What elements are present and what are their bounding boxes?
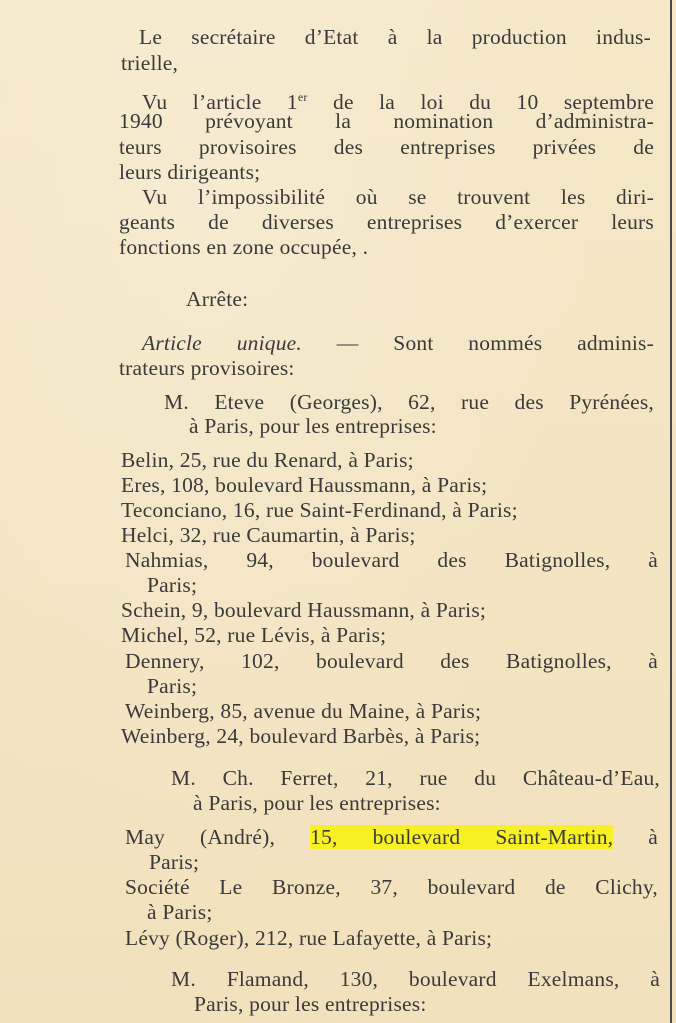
enterprise-entry [125,824,658,850]
column-rule [670,0,672,1023]
administrator-line: M. Eteve (Georges), 62, rue des Pyrénées, [164,390,654,414]
intro-line: teurs provisoires des entreprises privées de [119,135,654,159]
enterprise-entry: Helci, 32, rue Caumartin, à Paris; [121,523,416,547]
administrator-line: à Paris, pour les entreprises: [189,414,437,438]
entry-text: May (André), [125,825,311,849]
administrator-line: M. Flamand, 130, boulevard Exelmans, à [171,967,660,991]
enterprise-entry: Paris; [147,573,198,597]
enterprise-entry: à Paris; [147,900,213,924]
article-line: trateurs provisoires: [119,356,295,380]
article-label: Article unique. [142,331,302,355]
article-text: — Sont nommés adminis- [302,331,654,355]
entry-text: à [613,825,658,849]
administrator-line: Paris, pour les entreprises: [194,992,427,1016]
enterprise-entry: Société Le Bronze, 37, boulevard de Clichy, [125,875,658,899]
administrator-line: à Paris, pour les entreprises: [193,791,441,815]
intro-line: 1940 prévoyant la nomination d’administra- [119,109,654,133]
enterprise-entry: Weinberg, 24, boulevard Barbès, à Paris; [121,724,481,748]
intro-line: fonctions en zone occupée, . [119,235,369,259]
enterprise-entry: Lévy (Roger), 212, rue Lafayette, à Paris; [125,926,493,950]
intro-text: de la loi du 10 septembre [307,90,654,115]
article-line [142,330,654,356]
administrator-line: M. Ch. Ferret, 21, rue du Château-d’Eau, [171,766,660,790]
intro-line: leurs dirigeants; [119,160,261,184]
intro-line: geants de diverses entreprises d’exercer leurs [119,210,654,234]
enterprise-entry: Michel, 52, rue Lévis, à Paris; [121,623,387,647]
arrete-heading: Arrête: [186,287,249,311]
intro-text: Vu l’article 1 [142,90,298,115]
intro-line: Le secrétaire d’Etat à la production indus- [139,25,651,49]
enterprise-entry: Eres, 108, boulevard Haussmann, à Paris; [121,473,488,497]
enterprise-entry: Belin, 25, rue du Renard, à Paris; [121,448,414,472]
intro-line: Vu l’impossibilité où se trouvent les diri- [142,185,654,209]
enterprise-entry: Nahmias, 94, boulevard des Batignolles, à [125,548,658,572]
intro-line: trielle, [121,51,179,75]
highlighted-address: 15, boulevard Saint-Martin, [310,825,614,849]
superscript: er [297,90,308,104]
enterprise-entry: Paris; [147,674,198,698]
enterprise-entry: Teconciano, 16, rue Saint-Ferdinand, à Paris; [121,498,518,522]
enterprise-entry: Paris; [149,850,200,874]
enterprise-entry: Weinberg, 85, avenue du Maine, à Paris; [125,699,482,723]
enterprise-entry: Dennery, 102, boulevard des Batignolles, à [125,649,658,673]
enterprise-entry: Schein, 9, boulevard Haussmann, à Paris; [121,598,487,622]
